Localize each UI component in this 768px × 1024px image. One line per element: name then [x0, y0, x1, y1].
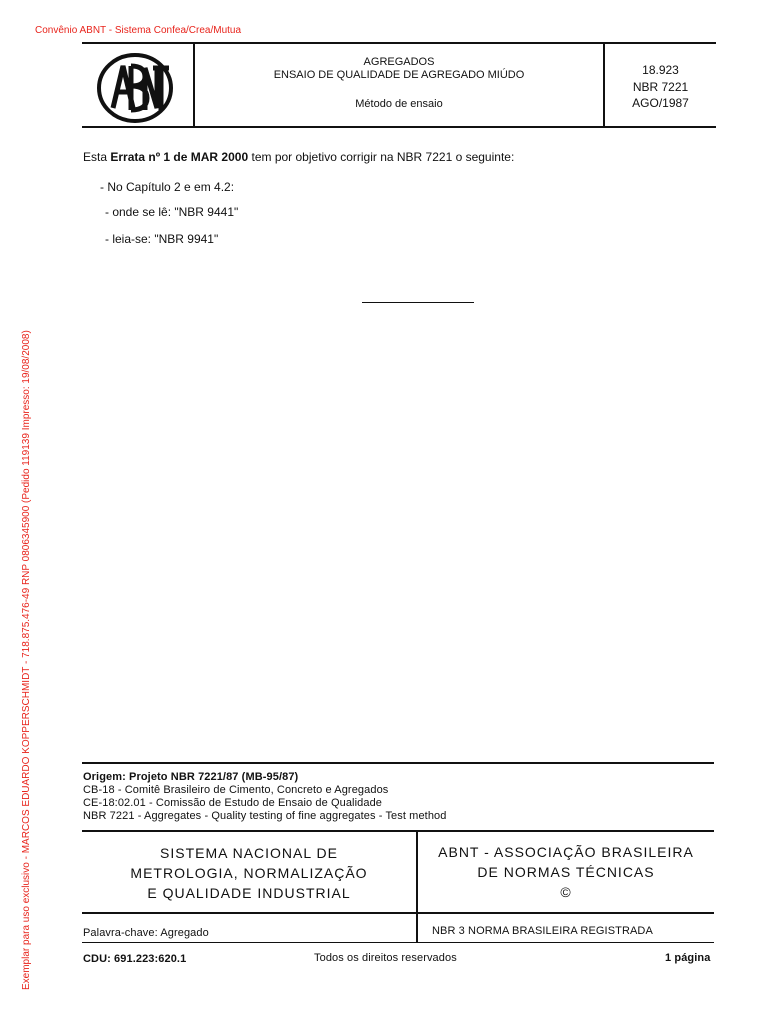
- committee-line: CB-18 - Comitê Brasileiro de Cimento, Concreto e Agregados: [83, 784, 389, 796]
- header-title: ENSAIO DE QUALIDADE DE AGREGADO MIÚDO: [273, 69, 525, 81]
- side-watermark-note: Exemplar para uso exclusivo - MARCOS EDUARDO KOPPERSCHMIDT - 718.875.476-49 RNP 0806345900 (Pedido 119139 Impresso: 19/08/2008): [21, 330, 32, 990]
- cdu-code: CDU: 691.223:620.1: [83, 953, 187, 965]
- footer-bottom-rule: [82, 942, 714, 943]
- footer-box-top-rule: [82, 830, 714, 832]
- header-bottom-rule: [82, 126, 716, 128]
- end-rule: [362, 302, 474, 303]
- rights-reserved: Todos os direitos reservados: [314, 952, 457, 964]
- sinmetro-line-2: METROLOGIA, NORMALIZAÇÃO: [130, 865, 368, 881]
- header-subtitle: Método de ensaio: [355, 98, 443, 110]
- registered-norm: NBR 3 NORMA BRASILEIRA REGISTRADA: [432, 925, 653, 937]
- abnt-name-line-1: ABNT - ASSOCIAÇÃO BRASILEIRA: [438, 844, 694, 860]
- errata-item-chapter: - No Capítulo 2 e em 4.2:: [100, 180, 235, 194]
- errata-item-correct: - leia-se: "NBR 9941": [105, 232, 219, 246]
- header-category: AGREGADOS: [363, 56, 435, 68]
- errata-number: Errata nº 1 de MAR 2000: [110, 150, 249, 164]
- errata-item-read: - onde se lê: "NBR 9441": [105, 205, 239, 219]
- abnt-name-line-2: DE NORMAS TÉCNICAS: [477, 864, 655, 880]
- footer-top-rule: [82, 762, 714, 764]
- header-date: AGO/1987: [632, 96, 689, 110]
- footer-mid-rule: [82, 912, 714, 914]
- errata-intro: Esta Errata nº 1 de MAR 2000 tem por objetivo corrigir na NBR 7221 o seguinte:: [83, 150, 515, 164]
- page-count: 1 página: [665, 952, 711, 964]
- english-title-line: NBR 7221 - Aggregates - Quality testing of fine aggregates - Test method: [83, 810, 447, 822]
- sinmetro-line-3: E QUALIDADE INDUSTRIAL: [147, 885, 351, 901]
- header-norm: NBR 7221: [632, 80, 689, 94]
- header-divider-left: [193, 42, 195, 128]
- keyword-line: Palavra-chave: Agregado: [83, 927, 209, 939]
- sinmetro-line-1: SISTEMA NACIONAL DE: [160, 845, 338, 861]
- study-commission-line: CE-18:02.01 - Comissão de Estudo de Ensaio de Qualidade: [83, 797, 383, 809]
- top-watermark-note: Convênio ABNT - Sistema Confea/Crea/Mutua: [35, 25, 242, 36]
- header-code: 18.923: [642, 63, 679, 77]
- copyright-symbol: ©: [560, 884, 572, 900]
- header-top-rule: [82, 42, 716, 44]
- abnt-logo: [95, 52, 175, 124]
- origin-line: Origem: Projeto NBR 7221/87 (MB-95/87): [83, 771, 299, 783]
